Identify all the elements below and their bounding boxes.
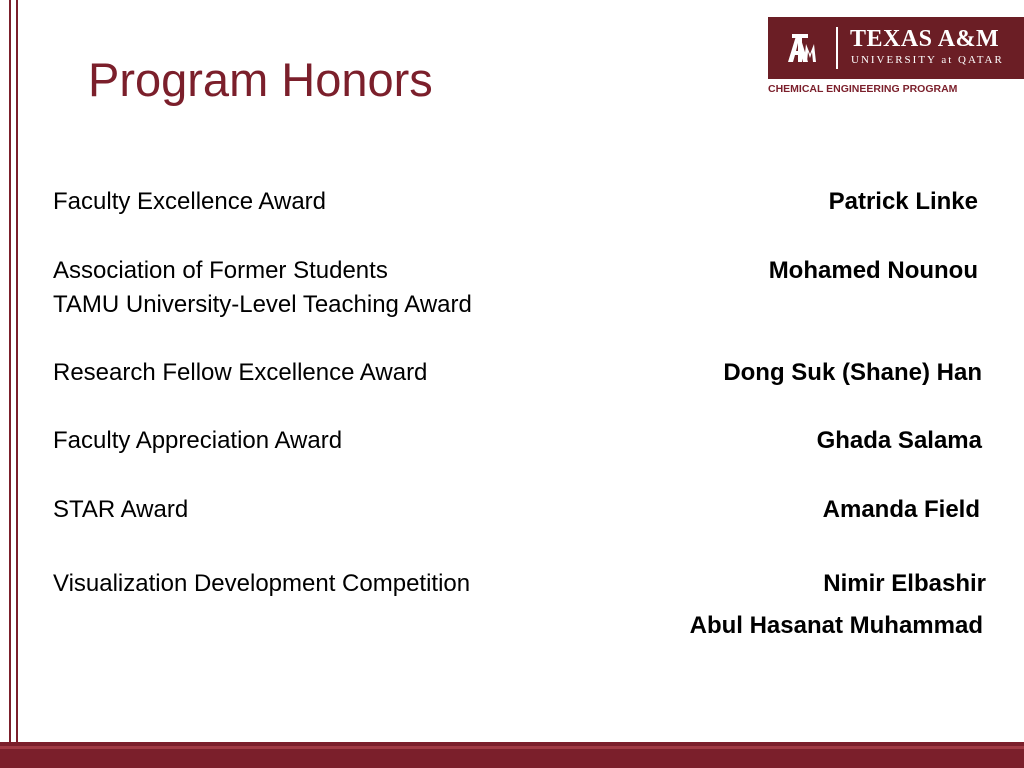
honoree-name: Nimir Elbashir xyxy=(823,570,986,597)
honoree-name: Ghada Salama xyxy=(816,427,982,454)
award-title: Association of Former Students xyxy=(53,257,388,284)
honoree-name: Dong Suk (Shane) Han xyxy=(723,359,982,386)
honoree-name: Abul Hasanat Muhammad xyxy=(689,612,983,639)
honoree-name: Amanda Field xyxy=(822,496,980,523)
logo-program-name: CHEMICAL ENGINEERING PROGRAM xyxy=(768,83,958,95)
award-title-line2: TAMU University-Level Teaching Award xyxy=(53,291,472,318)
logo-banner xyxy=(768,17,1024,79)
university-logo xyxy=(768,17,1024,97)
logo-subtitle: UNIVERSITY at QATAR xyxy=(851,54,1004,66)
award-title: Faculty Excellence Award xyxy=(53,188,327,215)
award-title: STAR Award xyxy=(53,496,189,523)
left-border-line xyxy=(9,0,11,768)
left-border-line-inner xyxy=(16,0,18,768)
atm-mark-icon xyxy=(782,30,818,66)
award-title: Visualization Development Competition xyxy=(53,570,471,597)
logo-separator xyxy=(836,27,838,69)
honoree-name: Patrick Linke xyxy=(828,188,978,215)
award-title: Research Fellow Excellence Award xyxy=(53,359,428,386)
page-title: Program Honors xyxy=(88,53,433,106)
award-title: Faculty Appreciation Award xyxy=(53,427,343,454)
honoree-name: Mohamed Nounou xyxy=(768,257,978,284)
logo-university-name: TEXAS A&M xyxy=(850,26,1000,52)
footer-bar xyxy=(0,742,1024,768)
